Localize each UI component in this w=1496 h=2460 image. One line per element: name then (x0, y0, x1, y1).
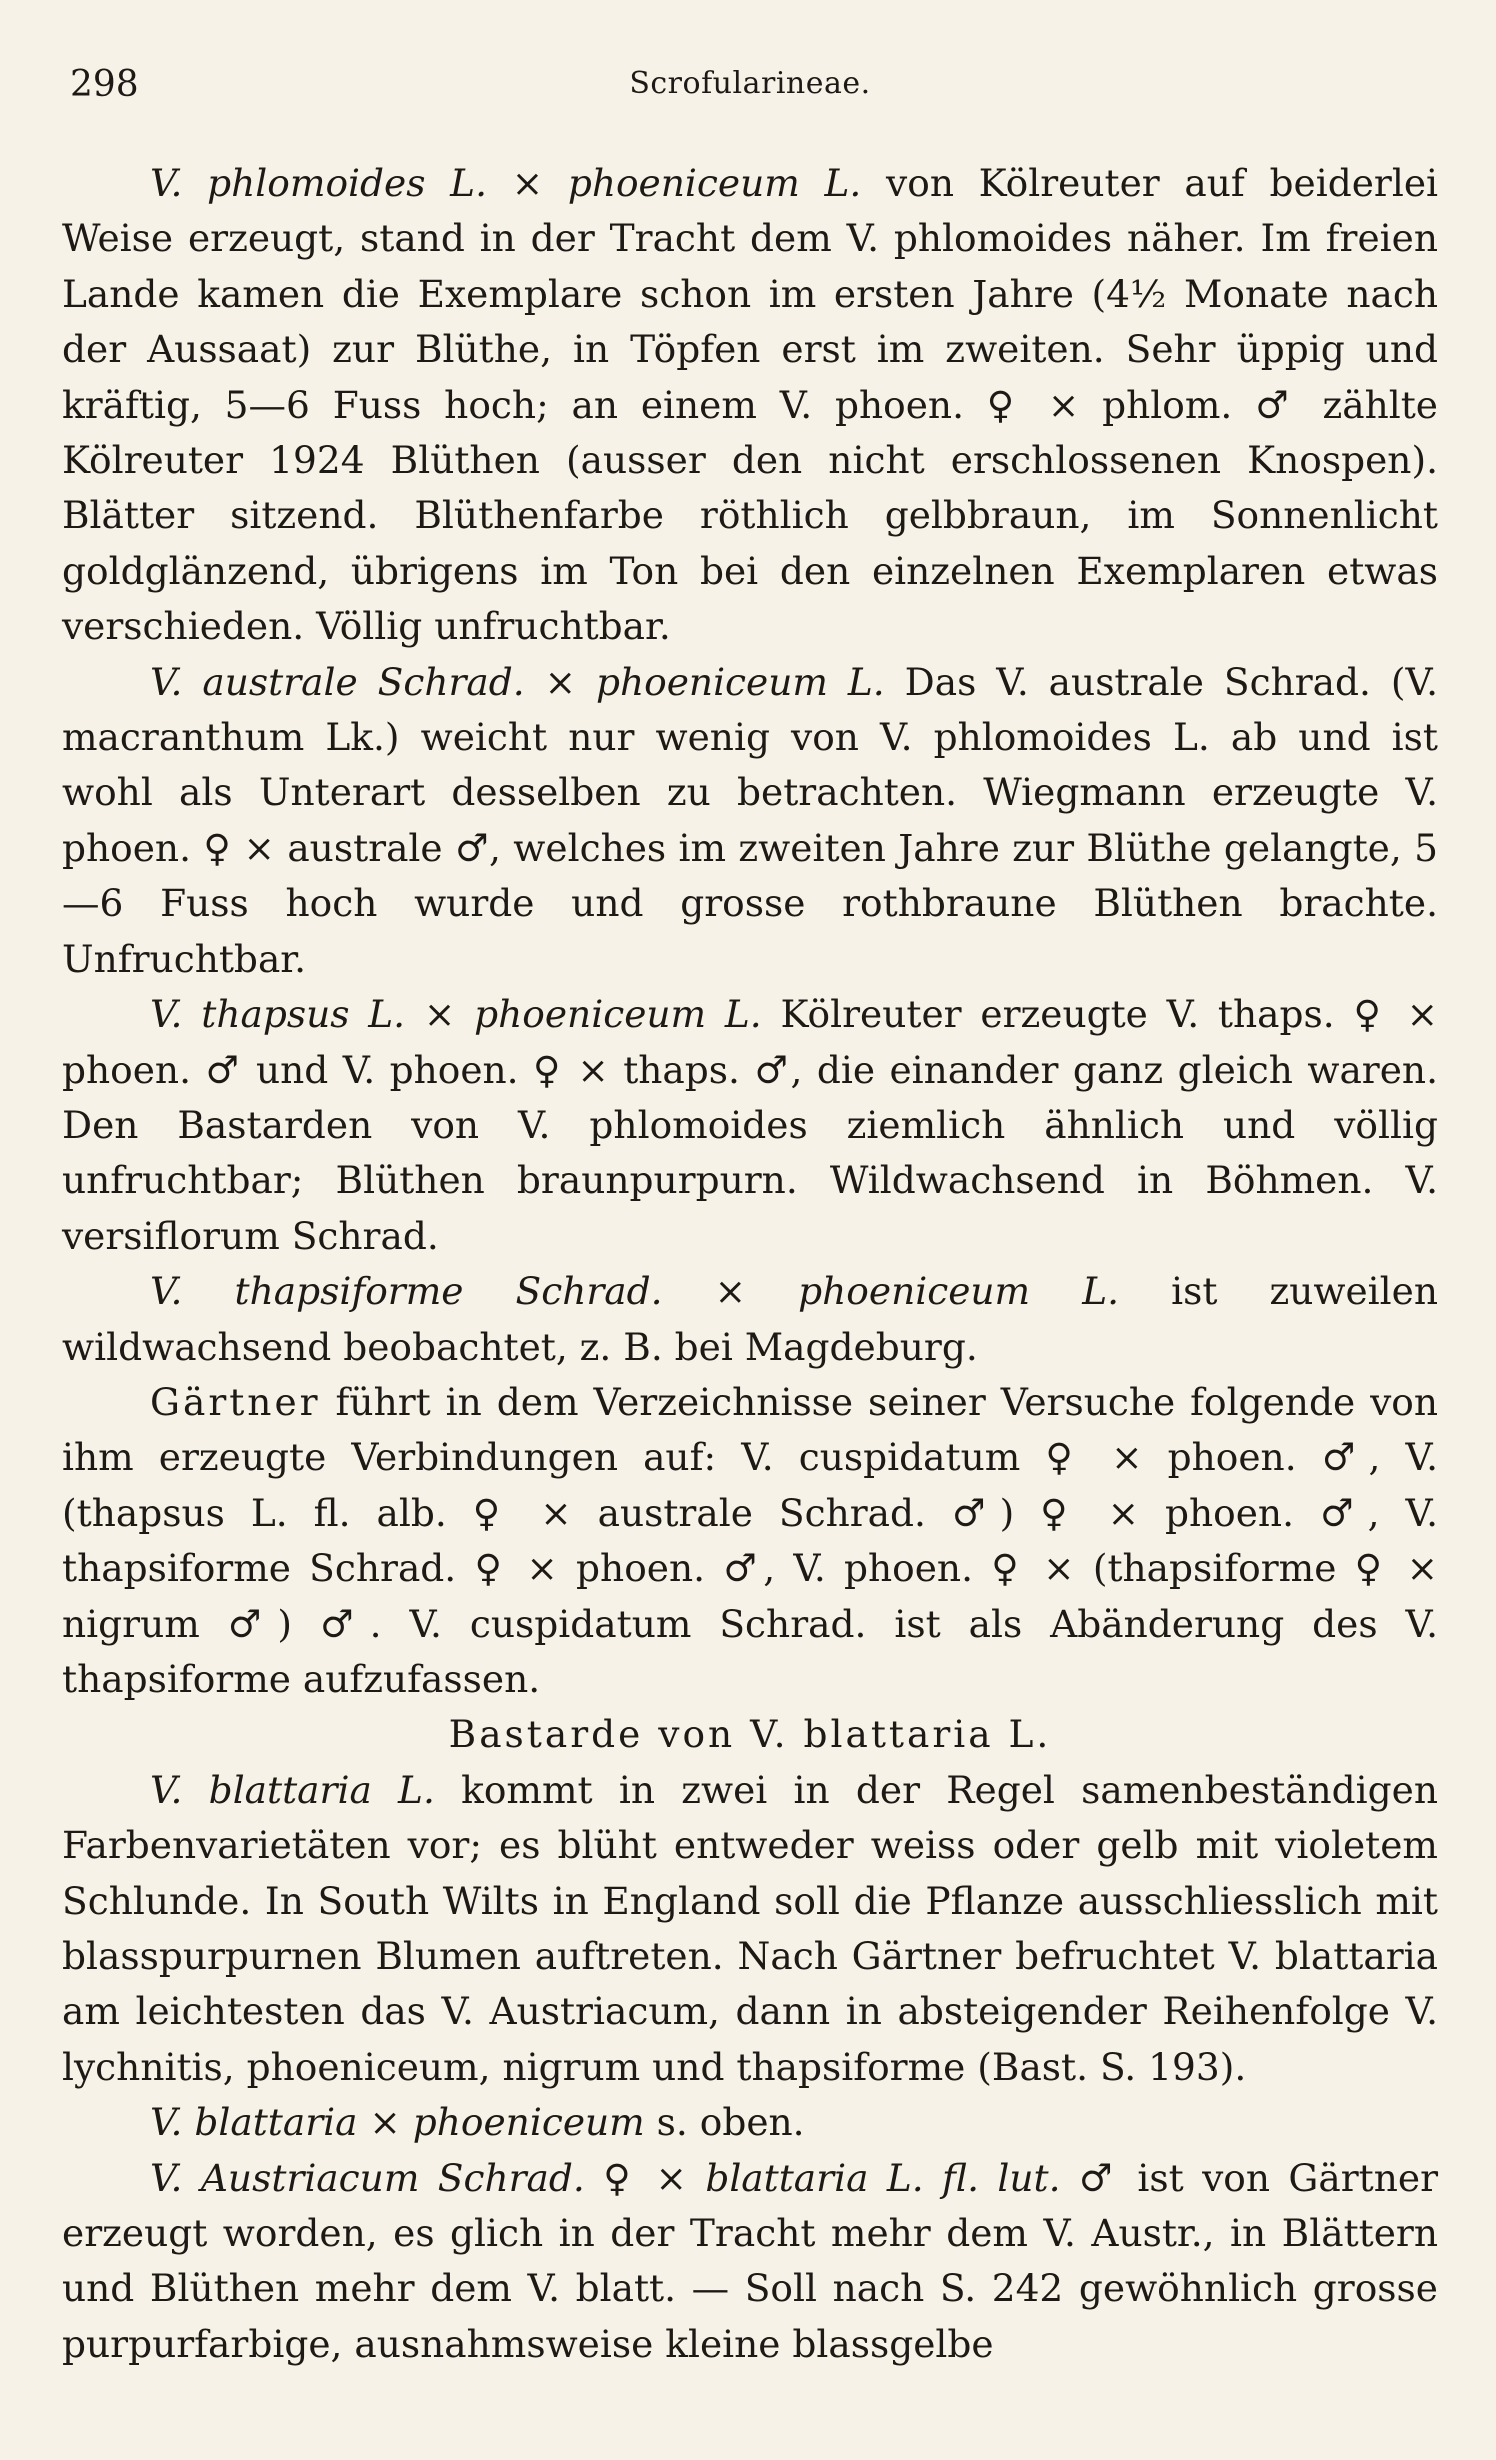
paragraph-label: V. blattaria L. (150, 1767, 435, 1812)
paragraph-label: V. blattaria × phoeniceum (150, 2100, 645, 2145)
paragraph-australe (62, 655, 1438, 987)
paragraph-label: V. Austriacum Schrad. ♀ × blattaria L. fl. lut. ♂ (150, 2155, 1120, 2200)
paragraph-thapsus (62, 987, 1438, 1264)
paragraph-phlomoides (62, 156, 1438, 655)
paragraph-text: s. oben. (644, 2100, 805, 2145)
paragraph-label: Gärtner (150, 1379, 321, 1424)
paragraph-thapsiforme (62, 1264, 1438, 1375)
paragraph-austriacum (62, 2151, 1438, 2373)
paragraph-blattaria-phoeniceum (62, 2095, 1438, 2150)
section-heading: Bastarde von V. blattaria L. (448, 1712, 1052, 1757)
paragraph-text: Kölreuter erzeugte V. thaps. ♀ × phoen. ♂ und V. phoen. ♀ × thaps. ♂, die einander ganz gleich waren. Den Bastarden von V. phlomoides ziemlich ähnlich und völlig unfruchtbar; Blüthen braunpurpurn. Wildwachsend in Böhmen. V. versiflorum Schrad. (62, 992, 1438, 1258)
paragraph-text: kommt in zwei in der Regel samenbeständigen Farbenvarietäten vor; es blüht entweder weiss oder gelb mit violetem Schlunde. In South Wilts in England soll die Pflanze ausschliesslich mit blasspurpurnen Blumen auftreten. Nach Gärtner befruchtet V. blattaria am leichtesten das V. Austriacum, dann in absteigender Reihenfolge V. lychnitis, phoeniceum, nigrum und thapsiforme (Bast. S. 193). (62, 1767, 1439, 2089)
paragraph-text: Das V. australe Schrad. (V. macranthum Lk.) weicht nur wenig von V. phlomoides L. ab und ist wohl als Unterart desselben zu betrachten. Wiegmann erzeugte V. phoen. ♀ × australe ♂, welches im zweiten Jahre zur Blüthe gelangte, 5—6 Fuss hoch wurde und grosse rothbraune Blüthen brachte. Unfruchtbar. (62, 659, 1438, 981)
paragraph-label: V. thapsus L. × phoeniceum L. (150, 992, 762, 1037)
page-header (62, 60, 1438, 116)
running-title: Scrofularineae. (629, 66, 871, 101)
body-text (62, 156, 1438, 2372)
paragraph-label: V. thapsiforme Schrad. × phoeniceum L. (150, 1269, 1120, 1314)
paragraph-text: führt in dem Verzeichnisse seiner Versuche folgende von ihm erzeugte Verbindungen auf: V. cuspidatum ♀ × phoen. ♂, V. (thapsus L. fl. alb. ♀ × australe Schrad. ♂) ♀ × phoen. ♂, V. thapsiforme Schrad. ♀ × phoen. ♂, V. phoen. ♀ × (thapsiforme ♀ × nigrum ♂) ♂. V. cuspidatum Schrad. ist als Abänderung des V. thapsiforme aufzufassen. (62, 1379, 1438, 1701)
paragraph-label: V. phlomoides L. × phoeniceum L. (150, 161, 862, 205)
paragraph-text: von Kölreuter auf beiderlei Weise erzeugt, stand in der Tracht dem V. phlomoides näher. Im freien Lande kamen die Exemplare schon im ersten Jahre (4½ Monate nach der Aussaat) zur Blüthe, in Töpfen erst im zweiten. Sehr üppig und kräftig, 5—6 Fuss hoch; an einem V. phoen. ♀ × phlom. ♂ zählte Kölreuter 1924 Blüthen (ausser den nicht erschlossenen Knospen). Blätter sitzend. Blüthenfarbe röthlich gelbbraun, im Sonnenlicht goldglänzend, übrigens im Ton bei den einzelnen Exemplaren etwas verschieden. Völlig unfruchtbar. (62, 161, 1439, 649)
paragraph-gaertner (62, 1375, 1438, 1707)
paragraph-blattaria (62, 1763, 1438, 2095)
paragraph-text: ist von Gärtner erzeugt worden, es glich in der Tracht mehr dem V. Austr., in Blättern und Blüthen mehr dem V. blatt. — Soll nach S. 242 gewöhnlich grosse purpurfarbige, ausnahmsweise kleine blassgelbe (62, 2155, 1438, 2366)
page-number: 298 (70, 64, 139, 105)
paragraph-text: ist zuweilen wildwachsend beobachtet, z. B. bei Magdeburg. (62, 1269, 1438, 1369)
paragraph-label: V. australe Schrad. × phoeniceum L. (150, 659, 885, 704)
